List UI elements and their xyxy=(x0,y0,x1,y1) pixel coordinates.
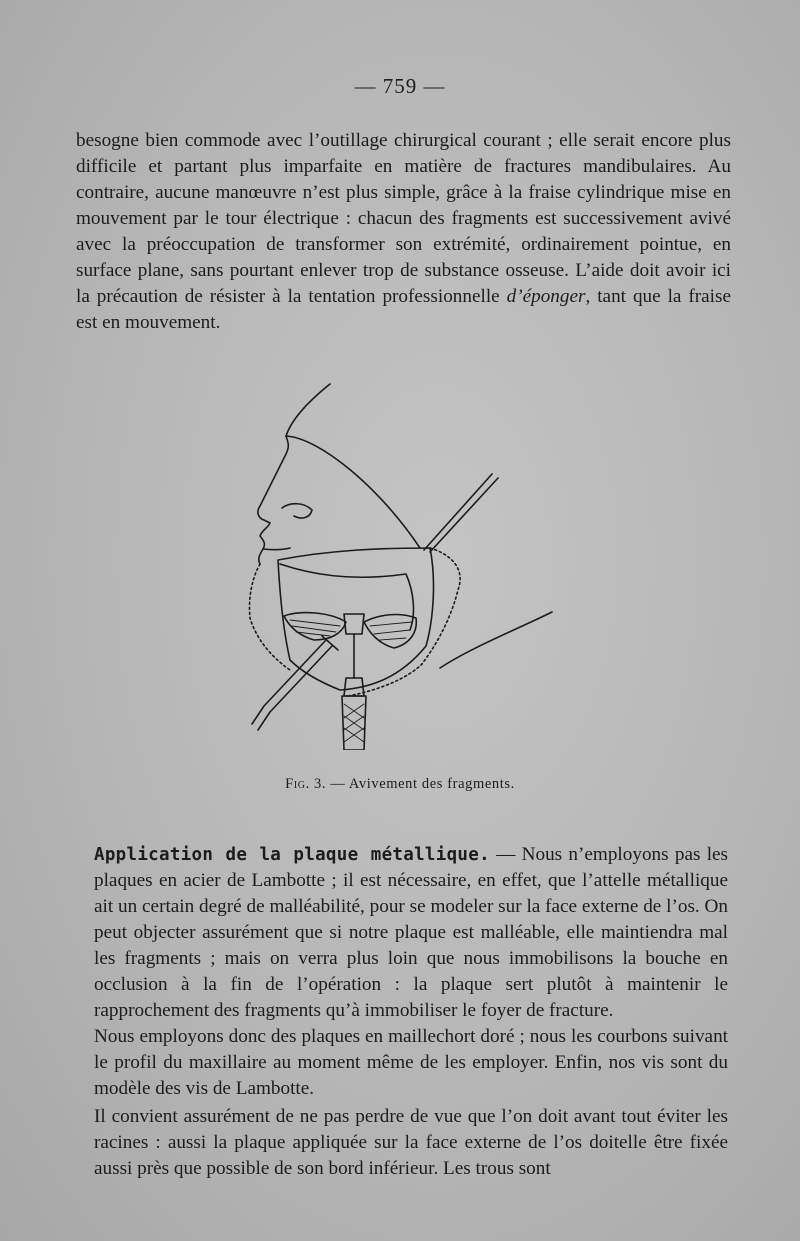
face-profile xyxy=(258,384,330,564)
surgical-illustration xyxy=(230,378,570,750)
paragraph-intro xyxy=(76,128,731,336)
neck-line xyxy=(440,612,552,668)
figure-caption-text: — Avivement des fragments. xyxy=(330,776,515,792)
figure-label: Fig. 3. xyxy=(285,776,327,792)
illustration-drawing xyxy=(230,378,570,750)
nostril xyxy=(282,504,312,518)
left-instrument xyxy=(252,640,332,730)
paragraph-intro-text: besogne bien commode avec l’outillage chirurgical courant ; elle serait encore plus difficile et partant plus imparfaite en matière de fractures mandibulaires. Au contraire, aucune manœuvre n’est plus simple, grâce à la fraise cylindrique mise en mouvement par le tour électrique : chacun des fragments est successivement avivé avec la préoccupation de transformer son extrémité, ordinairement pointue, en surface plane, sans pourtant enlever trop de substance osseuse. L’aide doit avoir ici la précaution de résister à la tentation professionnelle xyxy=(76,130,731,307)
figure-caption xyxy=(0,776,800,793)
burr-head xyxy=(344,614,364,634)
lip-line xyxy=(263,548,290,550)
paragraph-plates: Nous employons donc des plaques en maillechort doré ; nous les courbons suivant le profil du maxillaire au moment même de les employer. Enfin, nos vis sont du modèle des vis de Lambotte. xyxy=(94,1026,728,1099)
paragraph-intro-tail: , tant que la fraise est en mouvement. xyxy=(76,286,731,333)
tube-upper xyxy=(424,474,498,552)
paragraph-application xyxy=(94,842,728,1024)
flap-edge xyxy=(280,564,413,630)
emphasis-eponger: d’éponger xyxy=(506,286,586,307)
paragraph-application-text: — Nous n’employons pas les plaques en acier de Lambotte ; il est nécessaire, en effet, que l’attelle métallique ait un certain degré de malléabilité, pour se modeler sur la face externe de l’os. On peut objecter assurément que si notre plaque est malléable, elle maintiendra mal les fragments ; mais on verra plus loin que nous immobilisons la bouche en occlusion à la fin de l’opération : la plaque sert plutôt à maintenir le rapprochement des fragments qu’à immobiliser le foyer de fracture. xyxy=(94,844,729,1021)
paragraph-roots: Il convient assurément de ne pas perdre de vue que l’on doit avant tout éviter les racines : aussi la plaque appliquée sur la face externe de l’os doitelle être fixée aussi près que possible de son bord inférieur. Les trous sont xyxy=(94,1106,728,1179)
page-number: — 759 — xyxy=(354,74,446,98)
section-heading: Application de la plaque métallique. xyxy=(94,845,490,865)
bone-fragment-right xyxy=(364,615,416,648)
cheek-contour xyxy=(286,436,420,548)
